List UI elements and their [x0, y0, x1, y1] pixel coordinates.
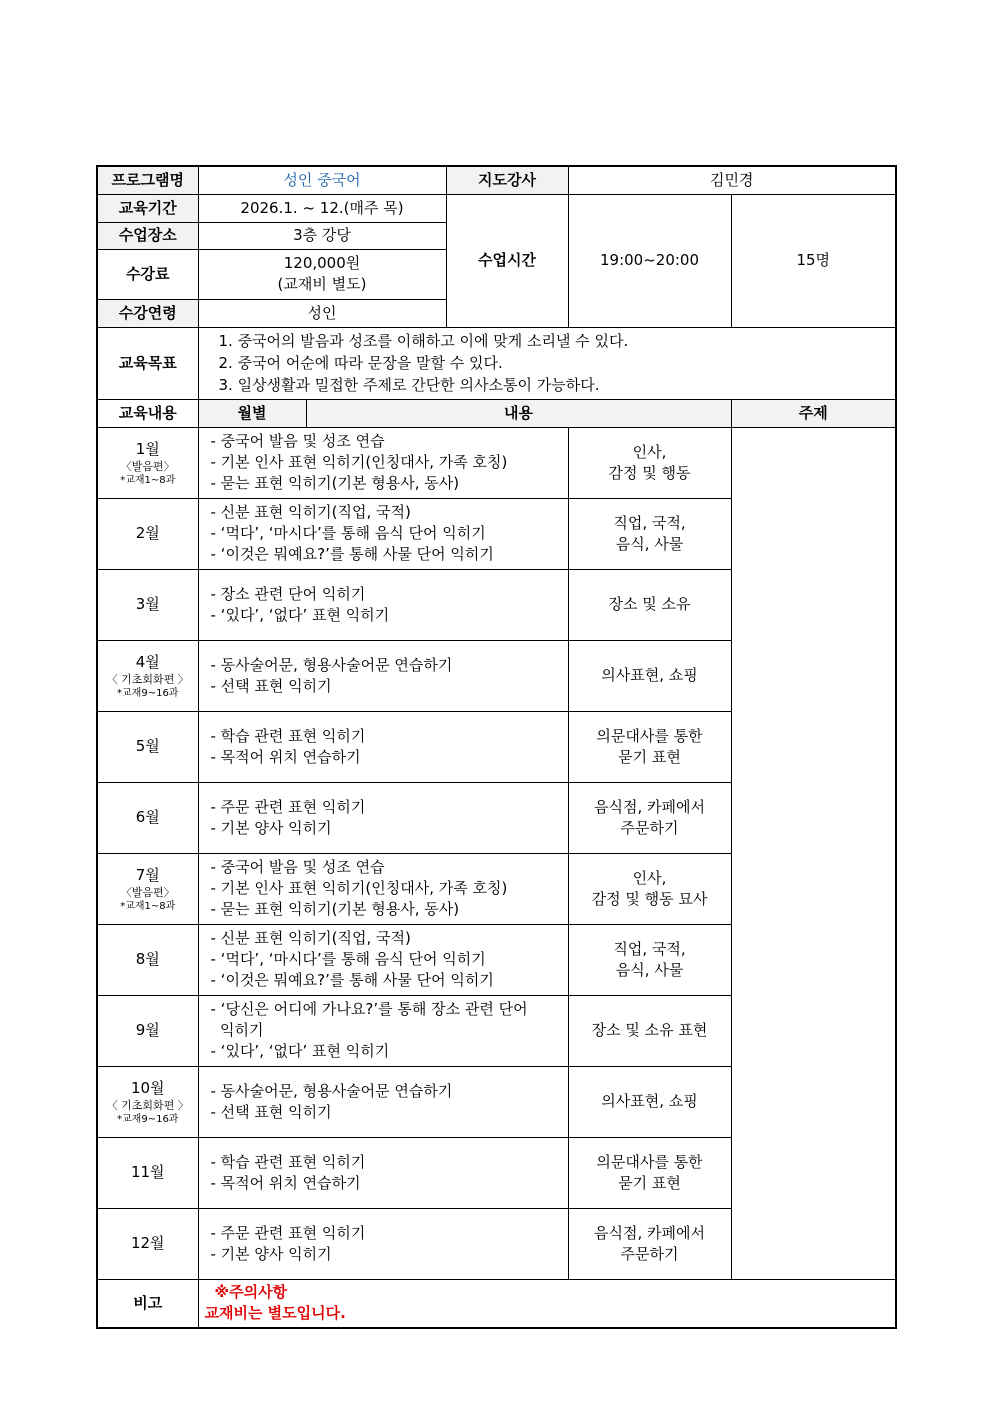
goal-line: 2. 중국어 어순에 따라 문장을 말할 수 있다. — [218, 354, 503, 372]
place-value: 3층 강당 — [198, 222, 446, 249]
goals-cell — [198, 327, 896, 399]
topic-cell — [568, 427, 731, 498]
month-section: 〈발음편〉 — [120, 885, 175, 899]
content-line: - 묻는 표현 익히기(기본 형용사, 동사) — [210, 474, 460, 492]
place-label: 수업장소 — [97, 222, 198, 249]
content-line: - 목적어 위치 연습하기 — [210, 1173, 361, 1192]
topic-line: 인사, — [632, 442, 667, 461]
topic-cell — [568, 498, 731, 569]
topic-line: 의문대사를 통한 — [596, 726, 703, 745]
content-cell — [198, 498, 568, 569]
content-line: - 목적어 위치 연습하기 — [210, 747, 361, 766]
content-cell — [198, 995, 568, 1066]
topic-cell — [568, 853, 731, 924]
month-textbook-note: *교재9~16과 — [117, 1113, 179, 1125]
month-cell — [97, 711, 198, 782]
content-line: - 중국어 발음 및 성조 연습 — [210, 858, 385, 876]
topic-line: 감정 및 행동 묘사 — [591, 889, 708, 908]
curriculum-row — [97, 427, 896, 498]
curriculum-row — [97, 995, 896, 1066]
topic-cell — [568, 782, 731, 853]
curriculum-row — [97, 1066, 896, 1137]
remarks-notice-title: ※주의사항 — [214, 1283, 288, 1302]
topic-cell — [568, 1066, 731, 1137]
period-value: 2026.1. ~ 12.(매주 목) — [198, 194, 446, 222]
content-cell — [198, 640, 568, 711]
topic-line: 주문하기 — [620, 818, 679, 837]
remarks-label: 비고 — [97, 1279, 198, 1328]
month-cell — [97, 1208, 198, 1279]
program-value: 성인 중국어 — [198, 166, 446, 194]
month-label: 12월 — [130, 1234, 165, 1252]
content-line: - ‘먹다’, ‘마시다’를 통해 음식 단어 익히기 — [210, 950, 486, 968]
month-textbook-note: *교재1~8과 — [120, 900, 176, 912]
month-label: 11월 — [130, 1163, 165, 1181]
content-cell — [198, 1208, 568, 1279]
month-label: 2월 — [135, 524, 160, 542]
topic-cell — [568, 640, 731, 711]
topic-line: 의사표현, 쇼핑 — [601, 1092, 698, 1110]
month-cell — [97, 995, 198, 1066]
content-line: - 기본 양사 익히기 — [210, 818, 332, 837]
month-label: 1월 — [135, 439, 160, 458]
content-line: - ‘당신은 어디에 가나요?’를 통해 장소 관련 단어 — [210, 1000, 528, 1018]
content-cell — [198, 711, 568, 782]
content-line: - ‘먹다’, ‘마시다’를 통해 음식 단어 익히기 — [210, 524, 486, 542]
month-label: 8월 — [135, 950, 160, 968]
age-label: 수강연령 — [97, 299, 198, 327]
content-line: - 중국어 발음 및 성조 연습 — [210, 432, 385, 450]
content-line: - 선택 표현 익히기 — [210, 676, 332, 695]
col-month-header: 월별 — [198, 399, 306, 427]
month-cell — [97, 640, 198, 711]
content-line: - 학습 관련 표현 익히기 — [210, 726, 366, 745]
content-cell — [198, 427, 568, 498]
capacity-value: 15명 — [731, 194, 896, 327]
month-section: 〈발음편〉 — [120, 459, 175, 473]
topic-line: 직업, 국적, — [613, 939, 686, 958]
content-line: - ‘이것은 뭐예요?’를 통해 사물 단어 익히기 — [210, 971, 494, 989]
topic-line: 의사표현, 쇼핑 — [601, 666, 698, 684]
topic-line: 장소 및 소유 — [608, 595, 691, 613]
month-label: 3월 — [135, 595, 160, 613]
content-line: 익히기 — [210, 1021, 264, 1039]
month-section: 〈 기초회화편 〉 — [106, 672, 189, 686]
goals-label: 교육목표 — [97, 327, 198, 399]
topic-line: 감정 및 행동 — [608, 463, 691, 482]
content-line: - 주문 관련 표현 익히기 — [210, 797, 366, 816]
curriculum-row — [97, 1208, 896, 1279]
topic-line: 음식, 사물 — [615, 960, 684, 979]
topic-cell — [568, 1137, 731, 1208]
topic-line: 의문대사를 통한 — [596, 1152, 703, 1171]
topic-line: 인사, — [632, 868, 667, 887]
remarks-notice-text: 교재비는 별도입니다. — [204, 1304, 346, 1323]
month-label: 9월 — [135, 1021, 160, 1039]
time-value: 19:00~20:00 — [568, 194, 731, 327]
content-line: - ‘있다’, ‘없다’ 표현 익히기 — [210, 605, 390, 624]
topic-cell — [568, 995, 731, 1066]
content-cell — [198, 782, 568, 853]
age-value: 성인 — [198, 299, 446, 327]
month-cell — [97, 853, 198, 924]
content-line: - 기본 인사 표현 익히기(인칭대사, 가족 호칭) — [210, 453, 508, 471]
curriculum-row — [97, 569, 896, 640]
topic-line: 음식, 사물 — [615, 534, 684, 553]
goal-line: 3. 일상생활과 밀접한 주제로 간단한 의사소통이 가능하다. — [218, 376, 600, 394]
content-line: - 학습 관련 표현 익히기 — [210, 1152, 366, 1171]
topic-cell — [568, 569, 731, 640]
content-line: - 선택 표현 익히기 — [210, 1102, 332, 1121]
curriculum-row — [97, 782, 896, 853]
curriculum-row — [97, 711, 896, 782]
topic-line: 음식점, 카페에서 — [594, 1223, 705, 1242]
topic-line: 장소 및 소유 표현 — [591, 1021, 708, 1039]
content-line: - ‘있다’, ‘없다’ 표현 익히기 — [210, 1042, 390, 1060]
month-cell — [97, 1066, 198, 1137]
topic-cell — [568, 1208, 731, 1279]
content-line: - 기본 양사 익히기 — [210, 1244, 332, 1263]
curriculum-row — [97, 924, 896, 995]
topic-cell — [568, 711, 731, 782]
teacher-value: 김민경 — [568, 166, 896, 194]
content-line: - 묻는 표현 익히기(기본 형용사, 동사) — [210, 900, 460, 918]
month-textbook-note: *교재1~8과 — [120, 474, 176, 486]
curriculum-label: 교육내용 — [97, 399, 198, 427]
program-label: 프로그램명 — [97, 166, 198, 194]
month-section: 〈 기초회화편 〉 — [106, 1098, 189, 1112]
month-textbook-note: *교재9~16과 — [117, 687, 179, 699]
course-info-table — [96, 165, 897, 1329]
time-label: 수업시간 — [446, 194, 568, 327]
month-label: 4월 — [135, 652, 160, 671]
fee-cell — [198, 249, 446, 299]
content-cell — [198, 1137, 568, 1208]
curriculum-row — [97, 640, 896, 711]
topic-line: 주문하기 — [620, 1244, 679, 1263]
month-cell — [97, 569, 198, 640]
month-label: 10월 — [130, 1078, 165, 1097]
content-line: - ‘이것은 뭐예요?’를 통해 사물 단어 익히기 — [210, 545, 494, 563]
content-cell — [198, 1066, 568, 1137]
content-line: - 주문 관련 표현 익히기 — [210, 1223, 366, 1242]
col-topic-header: 주제 — [731, 399, 896, 427]
teacher-label: 지도강사 — [446, 166, 568, 194]
topic-line: 음식점, 카페에서 — [594, 797, 705, 816]
curriculum-row — [97, 853, 896, 924]
content-line: - 동사술어문, 형용사술어문 연습하기 — [210, 655, 453, 674]
col-content-header: 내용 — [306, 399, 731, 427]
month-cell — [97, 498, 198, 569]
curriculum-row — [97, 1137, 896, 1208]
month-label: 7월 — [135, 865, 160, 884]
content-line: - 신분 표현 익히기(직업, 국적) — [210, 929, 411, 947]
content-line: - 장소 관련 단어 익히기 — [210, 584, 366, 603]
month-label: 5월 — [135, 737, 160, 755]
topic-cell — [568, 924, 731, 995]
month-cell — [97, 782, 198, 853]
content-line: - 기본 인사 표현 익히기(인칭대사, 가족 호칭) — [210, 879, 508, 897]
content-cell — [198, 924, 568, 995]
curriculum-row — [97, 498, 896, 569]
month-label: 6월 — [135, 808, 160, 826]
remarks-cell — [198, 1279, 896, 1328]
topic-line: 묻기 표현 — [618, 747, 681, 766]
goal-line: 1. 중국어의 발음과 성조를 이해하고 이에 맞게 소리낼 수 있다. — [218, 332, 629, 350]
content-line: - 동사술어문, 형용사술어문 연습하기 — [210, 1081, 453, 1100]
fee-note: (교재비 별도) — [277, 275, 367, 293]
fee-label: 수강료 — [97, 249, 198, 299]
month-cell — [97, 427, 198, 498]
content-cell — [198, 853, 568, 924]
month-cell — [97, 1137, 198, 1208]
month-cell — [97, 924, 198, 995]
content-cell — [198, 569, 568, 640]
period-label: 교육기간 — [97, 194, 198, 222]
content-line: - 신분 표현 익히기(직업, 국적) — [210, 503, 411, 521]
topic-line: 묻기 표현 — [618, 1173, 681, 1192]
fee-value: 120,000원 — [283, 254, 361, 272]
topic-line: 직업, 국적, — [613, 513, 686, 532]
